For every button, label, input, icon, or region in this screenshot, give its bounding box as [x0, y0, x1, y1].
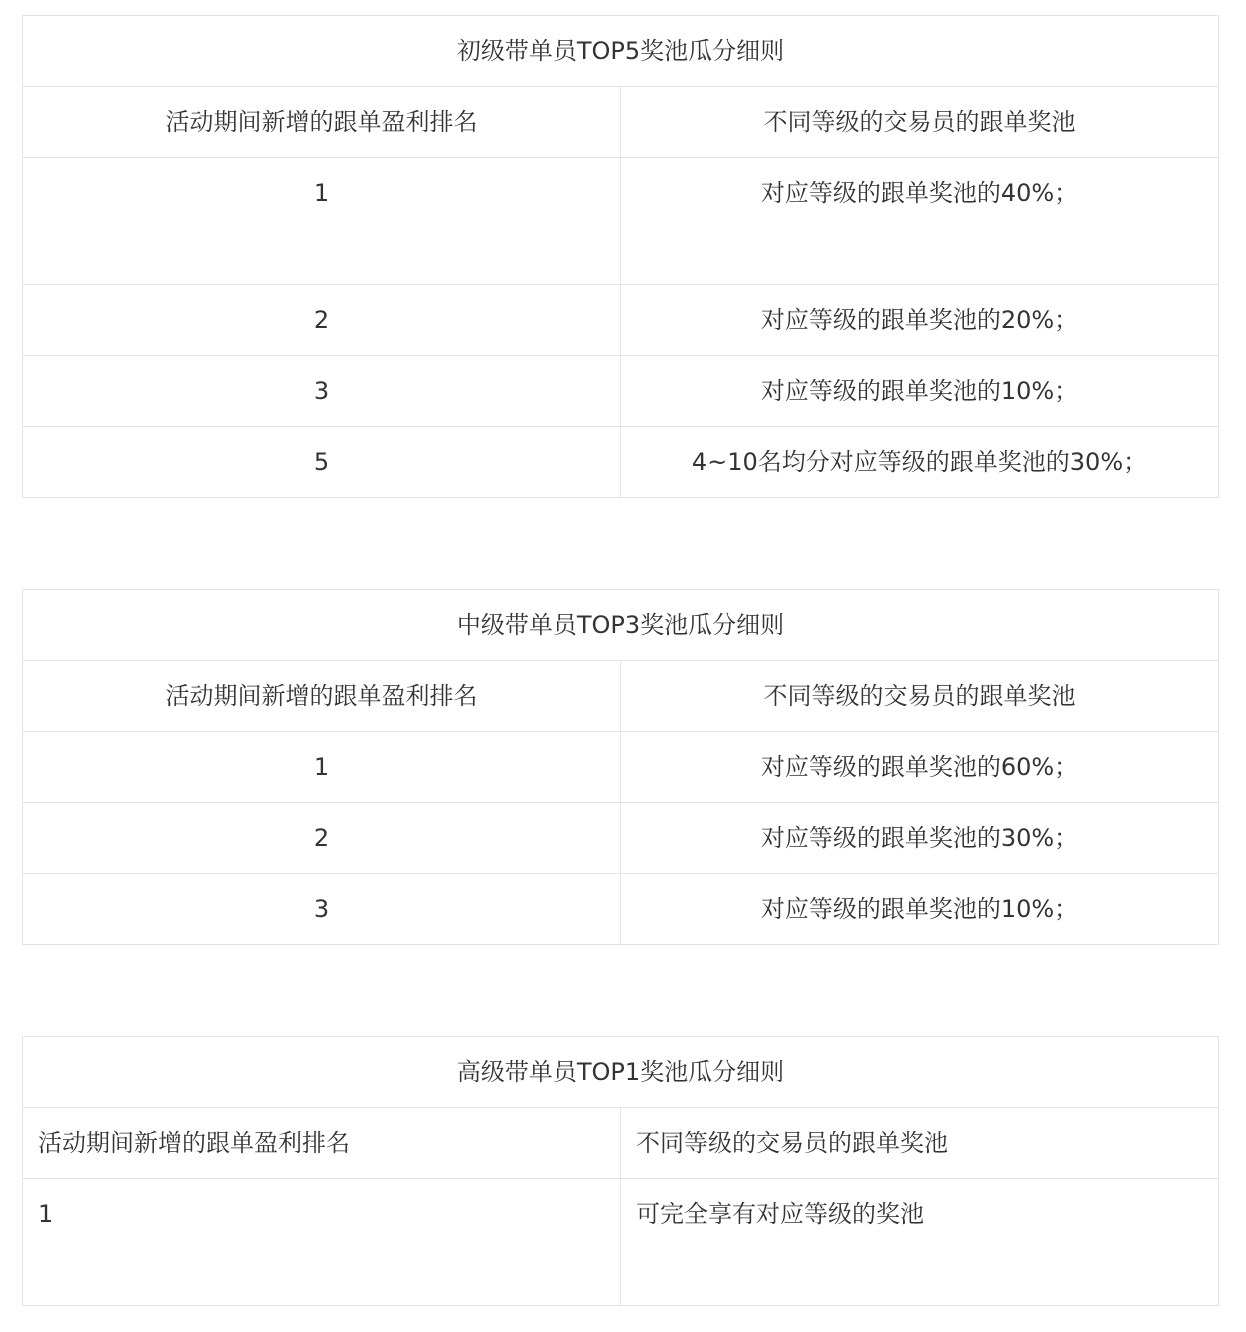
header-reward: 不同等级的交易员的跟单奖池 [621, 1108, 1219, 1179]
rank-cell: 1 [23, 1179, 621, 1306]
table-row [23, 732, 1219, 803]
reward-cell: 对应等级的跟单奖池的20%； [621, 285, 1219, 356]
reward-cell: 对应等级的跟单奖池的10%； [621, 874, 1219, 945]
reward-cell: 对应等级的跟单奖池的60%； [621, 732, 1219, 803]
rank-cell: 2 [23, 803, 621, 874]
table-title-row [23, 1037, 1219, 1108]
reward-cell: 对应等级的跟单奖池的10%； [621, 356, 1219, 427]
table-row [23, 1179, 1219, 1306]
junior-pool-table [22, 15, 1219, 498]
reward-cell: 4~10名均分对应等级的跟单奖池的30%； [621, 427, 1219, 498]
table-title: 中级带单员TOP3奖池瓜分细则 [23, 590, 1219, 661]
middle-pool-table [22, 589, 1219, 945]
header-rank: 活动期间新增的跟单盈利排名 [23, 1108, 621, 1179]
header-reward: 不同等级的交易员的跟单奖池 [621, 661, 1219, 732]
rank-cell: 1 [23, 158, 621, 285]
header-rank: 活动期间新增的跟单盈利排名 [23, 661, 621, 732]
header-reward: 不同等级的交易员的跟单奖池 [621, 87, 1219, 158]
table-row [23, 158, 1219, 285]
rank-cell: 2 [23, 285, 621, 356]
table-header-row [23, 661, 1219, 732]
rank-cell: 1 [23, 732, 621, 803]
reward-cell: 可完全享有对应等级的奖池 [621, 1179, 1219, 1306]
table-title-row [23, 590, 1219, 661]
table-title: 高级带单员TOP1奖池瓜分细则 [23, 1037, 1219, 1108]
table-header-row [23, 87, 1219, 158]
senior-pool-table [22, 1036, 1219, 1306]
table-row [23, 356, 1219, 427]
table-header-row [23, 1108, 1219, 1179]
table-row [23, 874, 1219, 945]
table-title-row [23, 16, 1219, 87]
reward-cell: 对应等级的跟单奖池的30%； [621, 803, 1219, 874]
rank-cell: 3 [23, 356, 621, 427]
table-row [23, 285, 1219, 356]
reward-cell: 对应等级的跟单奖池的40%； [621, 158, 1219, 285]
rank-cell: 5 [23, 427, 621, 498]
header-rank: 活动期间新增的跟单盈利排名 [23, 87, 621, 158]
rank-cell: 3 [23, 874, 621, 945]
table-title: 初级带单员TOP5奖池瓜分细则 [23, 16, 1219, 87]
table-row [23, 803, 1219, 874]
table-row [23, 427, 1219, 498]
